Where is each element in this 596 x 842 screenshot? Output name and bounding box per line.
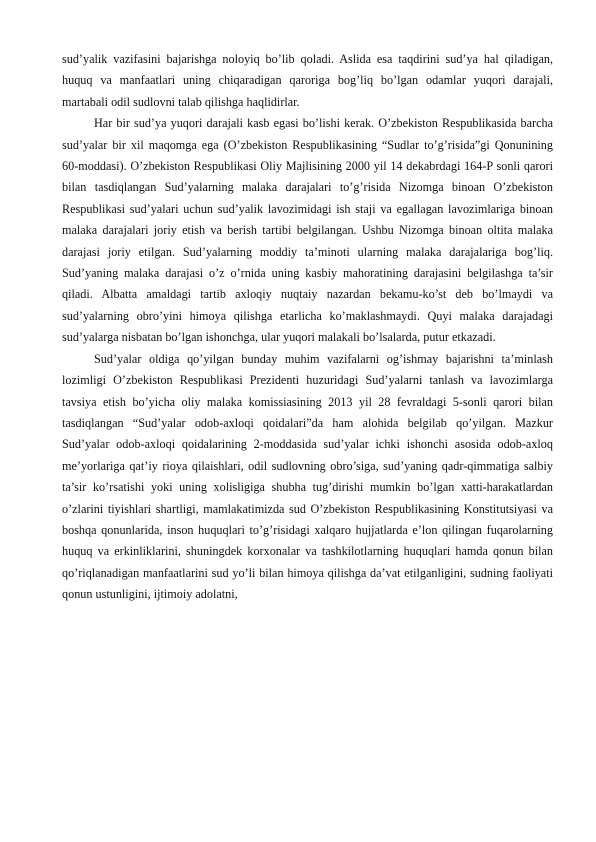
paragraph-continuation: sud’yalik vazifasini bajarishga noloyiq bo’lib qoladi. Aslida esa taqdirini sud’ya hal qiladigan, huquq va manfaatlari uning chiqaradigan qaroriga bog’liq bo’lgan odamlar yuqori darajali, martabali odil sudlovni talab qilishga haqlidirlar. [62,52,553,109]
paragraph-ethics-rules: Sud’yalar oldiga qo’yilgan bunday muhim vazifalarni og’ishmay bajarishni ta’minlash lozimligi O’zbekiston Respublikasi Prezidenti huzuridagi Sud’yalarni tanlash va lavozimlarga tavsiya etish bo’yicha oliy malaka komissiasining 2013 yil 28 fevraldagi 5-sonli qarori bilan tasdiqlangan “Sud’yalar odob-axloqi qoidalari”da ham alohida belgilab qo’yilgan. Mazkur Sud’yalar odob-axloqi qoidalarining 2-moddasida sud’yalar ichki ishonchi asosida odob-axloq me’yorlariga qat’iy rioya qilaishlari, odil sudlovning obro’siga, sud’yaning qadr-qimmatiga salbiy ta’sir ko’rsatishi yoki uning xolisligiga shubha tug’dirishi mumkin bo’lgan xatti-harakatlardan o’zlarini tiyishlari shartligi, mamlakatimizda sud O’zbekiston Respublikasining Konstitutsiyasi va boshqa qonunlarida, inson huquqlari to’g’risidagi xalqaro hujjatlarda e’lon qilingan fuqarolarning huquq va erkinliklarini, shuningdek korxonalar va tashkilotlarning huquqlari hamda qonun bilan qo’riqlanadigan manfaatlarini sud yo’li bilan himoya qilishga da’vat etilganligini, sudning faoliyati qonun ustunligini, ijtimoiy adolatni, [62,351,553,602]
paragraph-judge-qualification: Har bir sud’ya yuqori darajali kasb egasi bo’lishi kerak. O’zbekiston Respublikasida barcha sud’yalar bir xil maqomga ega (O’zbekiston Respublikasining “Sudlar to’g’risida”gi Qonunining 60-moddasi). O’zbekiston Respublikasi Oliy Majlisining 2000 yil 14 dekabrdagi 164-P sonli qarori bilan tasdiqlangan Sud’yalarning malaka darajalari to’g’risida Nizomga binoan O’zbekiston Respublikasi sud’yalari uchun sud’yalik lavozimidagi ish staji va egallagan lavozimlariga binoan malaka darajalari joriy etish va berish tartibi belgilangan. Ushbu Nizomga binoan oltita malaka darajasi joriy etilgan. Sud’yalarning moddiy ta’minoti ularning malaka darajalariga bog’liq. Sud’yaning malaka darajasi o’z o’rnida uning kasbiy mahoratining darajasini belgilashga ta’sir qiladi. Albatta amaldagi tartib axloqiy nuqtaiy nazardan bekamu-ko’st deb bo’lmaydi va sud’yalarning obro’yini himoya qilishga etarlicha ko’maklashmaydi. Quyi malaka darajadagi sud’yalarga nisbatan bo’lgan ishonchga, ular yuqori malakali bo’lsalarda, putur etkazadi. [62,116,553,345]
document-body [62,49,553,606]
